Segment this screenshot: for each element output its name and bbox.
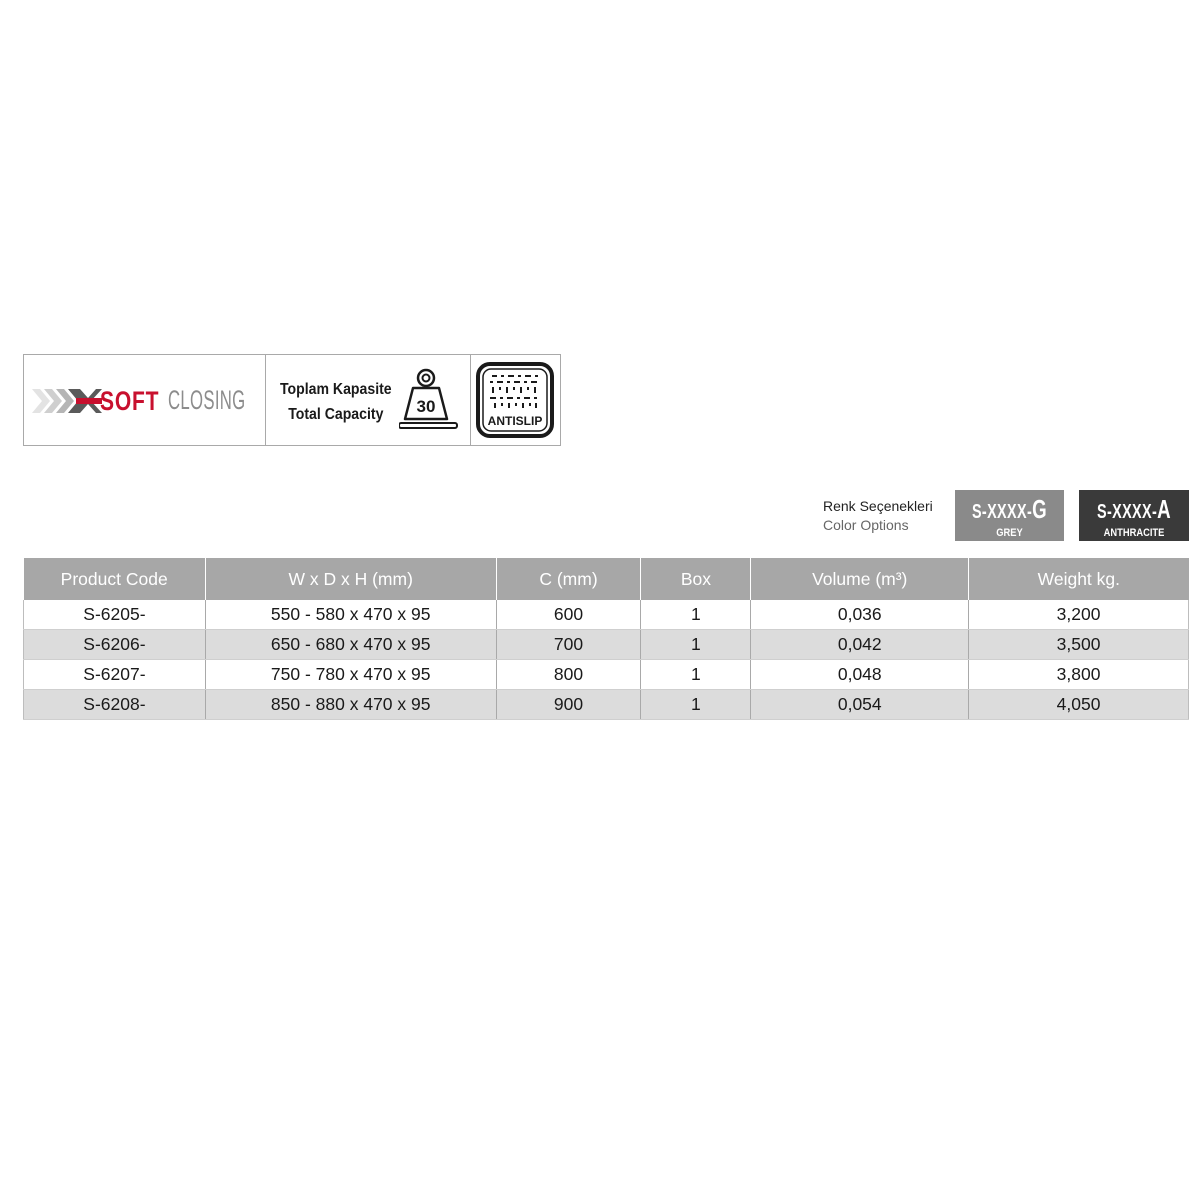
header-volume: Volume (m³) bbox=[751, 558, 969, 600]
cell-box: 1 bbox=[641, 690, 751, 720]
swatch-code-prefix: S-XXXX- bbox=[1096, 501, 1158, 523]
table-header-row bbox=[24, 558, 1189, 600]
cell-weight: 3,500 bbox=[969, 630, 1189, 660]
swatch-code-prefix: S-XXXX- bbox=[971, 501, 1033, 523]
cell-product-code: S-6206- bbox=[24, 630, 206, 660]
cell-product-code: S-6208- bbox=[24, 690, 206, 720]
swatch-code-suffix: A bbox=[1157, 494, 1172, 524]
antislip-label: ANTISLIP bbox=[487, 414, 543, 428]
cell-c: 800 bbox=[496, 660, 641, 690]
cell-dimensions: 850 - 880 x 470 x 95 bbox=[205, 690, 496, 720]
cell-box: 1 bbox=[641, 660, 751, 690]
swatch-code bbox=[1094, 494, 1173, 525]
swatch-code-suffix: G bbox=[1032, 494, 1048, 524]
header-box: Box bbox=[641, 558, 751, 600]
soft-text: SOFT bbox=[100, 385, 160, 416]
table-row bbox=[24, 660, 1189, 690]
soft-closing-logo bbox=[32, 385, 246, 417]
cell-dimensions: 550 - 580 x 470 x 95 bbox=[205, 600, 496, 630]
color-options-label-en: Color Options bbox=[823, 517, 909, 533]
cell-dimensions: 650 - 680 x 470 x 95 bbox=[205, 630, 496, 660]
cell-volume: 0,054 bbox=[751, 690, 969, 720]
closing-text: CLOSING bbox=[168, 385, 246, 415]
color-options-label-tr: Renk Seçenekleri bbox=[823, 498, 933, 514]
cell-box: 1 bbox=[641, 630, 751, 660]
table-row bbox=[24, 690, 1189, 720]
color-swatch-grey bbox=[955, 490, 1064, 541]
swatch-name: GREY bbox=[996, 527, 1023, 539]
capacity-badge bbox=[266, 355, 471, 445]
capacity-label bbox=[280, 377, 392, 427]
cell-dimensions: 750 - 780 x 470 x 95 bbox=[205, 660, 496, 690]
capacity-label-en: Total Capacity bbox=[288, 406, 384, 423]
cell-box: 1 bbox=[641, 600, 751, 630]
cell-product-code: S-6207- bbox=[24, 660, 206, 690]
swatch-name: ANTHRACITE bbox=[1103, 527, 1165, 539]
color-options-label bbox=[823, 497, 933, 535]
cell-volume: 0,036 bbox=[751, 600, 969, 630]
header-weight: Weight kg. bbox=[969, 558, 1189, 600]
x-arrows-logo-icon bbox=[32, 385, 102, 417]
cell-c: 600 bbox=[496, 600, 641, 630]
soft-closing-badge bbox=[24, 355, 266, 445]
header-product-code: Product Code bbox=[24, 558, 206, 600]
antislip-badge bbox=[471, 355, 560, 445]
cell-weight: 3,800 bbox=[969, 660, 1189, 690]
cell-product-code: S-6205- bbox=[24, 600, 206, 630]
cell-weight: 4,050 bbox=[969, 690, 1189, 720]
cell-c: 900 bbox=[496, 690, 641, 720]
header-dimensions: W x D x H (mm) bbox=[205, 558, 496, 600]
weight-icon bbox=[399, 367, 459, 431]
capacity-label-tr: Toplam Kapasite bbox=[280, 381, 392, 398]
cell-weight: 3,200 bbox=[969, 600, 1189, 630]
table-row bbox=[24, 600, 1189, 630]
cell-volume: 0,042 bbox=[751, 630, 969, 660]
cell-c: 700 bbox=[496, 630, 641, 660]
spec-table bbox=[23, 558, 1189, 720]
table-row bbox=[24, 630, 1189, 660]
cell-volume: 0,048 bbox=[751, 660, 969, 690]
header-c: C (mm) bbox=[496, 558, 641, 600]
swatch-code bbox=[970, 494, 1048, 525]
antislip-mat-icon bbox=[476, 362, 554, 438]
feature-strip bbox=[23, 354, 561, 446]
color-swatch-anthracite bbox=[1079, 490, 1189, 541]
capacity-value: 30 bbox=[416, 397, 436, 416]
